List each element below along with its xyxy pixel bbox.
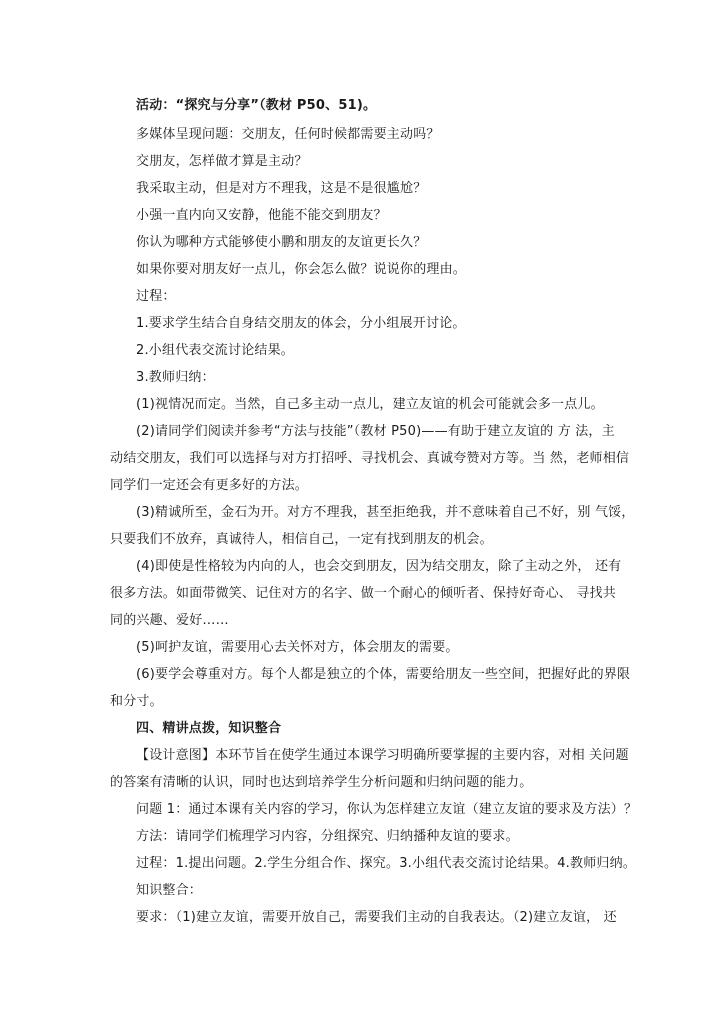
paragraph-line: 过程：1.提出问题。2.学生分组合作、探究。3.小组代表交流讨论结果。4.教师归纳。 <box>136 856 637 871</box>
paragraph-line: 我采取主动，但是对方不理我，这是不是很尴尬？ <box>136 181 427 196</box>
paragraph-line: 过程： <box>136 289 176 304</box>
paragraph-line: 小强一直内向又安静，他能不能交到朋友？ <box>136 208 387 223</box>
paragraph-line: 动结交朋友，我们可以选择与对方打招呼、寻找机会、真诚夸赞对方等。当 然，老师相信 <box>110 451 630 466</box>
paragraph-line: (4)即使是性格较为内向的人，也会交到朋友，因为结交朋友，除了主动之外， 还有 <box>136 559 622 574</box>
paragraph-line: 和分寸。 <box>110 694 163 709</box>
paragraph-line: 如果你要对朋友好一点儿，你会怎么做？说说你的理由。 <box>136 262 467 277</box>
paragraph-line: 3.教师归纳： <box>136 370 215 385</box>
paragraph-line: 很多方法。如面带微笑、记住对方的名字、做一个耐心的倾听者、保持好奇心、 寻找共 <box>110 586 616 601</box>
paragraph-line: 只要我们不放弃，真诚待人，相信自己，一定有找到朋友的机会。 <box>110 532 493 547</box>
paragraph-line: 2.小组代表交流讨论结果。 <box>136 343 295 358</box>
paragraph-line: 交朋友，怎样做才算是主动？ <box>136 154 308 169</box>
paragraph-line: 要求：（1)建立友谊，需要开放自己，需要我们主动的自我表达。（2)建立友谊， 还 <box>136 910 617 925</box>
paragraph-line: 知识整合： <box>136 883 203 898</box>
paragraph-line: (5)呵护友谊，需要用心去关怀对方，体会朋友的需要。 <box>136 640 459 655</box>
paragraph-line: 的答案有清晰的认识，同时也达到培养学生分析问题和归纳问题的能力。 <box>110 775 533 790</box>
paragraph-line: (3)精诚所至，金石为开。对方不理我，甚至拒绝我，并不意味着自己不好，别 气馁， <box>136 505 635 520</box>
paragraph-line: 方法：请同学们梳理学习内容，分组探究、归纳播种友谊的要求。 <box>136 829 519 844</box>
paragraph-line: 同的兴趣、爱好…… <box>110 613 229 628</box>
paragraph-line: 你认为哪种方式能够使小鹏和朋友的友谊更长久？ <box>136 235 427 250</box>
paragraph-line: (2)请同学们阅读并参考“方法与技能”（教材 P50)——有助于建立友谊的 方 法，主 <box>136 424 615 439</box>
paragraph-line: 同学们一定还会有更多好的方法。 <box>110 478 309 493</box>
paragraph-line: 问题 1：通过本课有关内容的学习，你认为怎样建立友谊（建立友谊的要求及方法）？ <box>136 802 638 817</box>
paragraph-line: 1.要求学生结合自身结交朋友的体会，分小组展开讨论。 <box>136 316 466 331</box>
activity-heading: 活动：“探究与分享”（教材 P50、51)。 <box>136 98 377 113</box>
paragraph-line: 【设计意图】本环节旨在使学生通过本课学习明确所要掌握的主要内容，对相 关问题 <box>136 748 629 763</box>
section-heading: 四、精讲点拨，知识整合 <box>136 721 282 736</box>
paragraph-line: (6)要学会尊重对方。每个人都是独立的个体，需要给朋友一些空间，把握好此的界限 <box>136 667 631 682</box>
paragraph-line: 多媒体呈现问题：交朋友，任何时候都需要主动吗？ <box>136 127 440 142</box>
paragraph-line: (1)视情况而定。当然，自己多主动一点儿，建立友谊的机会可能就会多一点儿。 <box>136 397 604 412</box>
